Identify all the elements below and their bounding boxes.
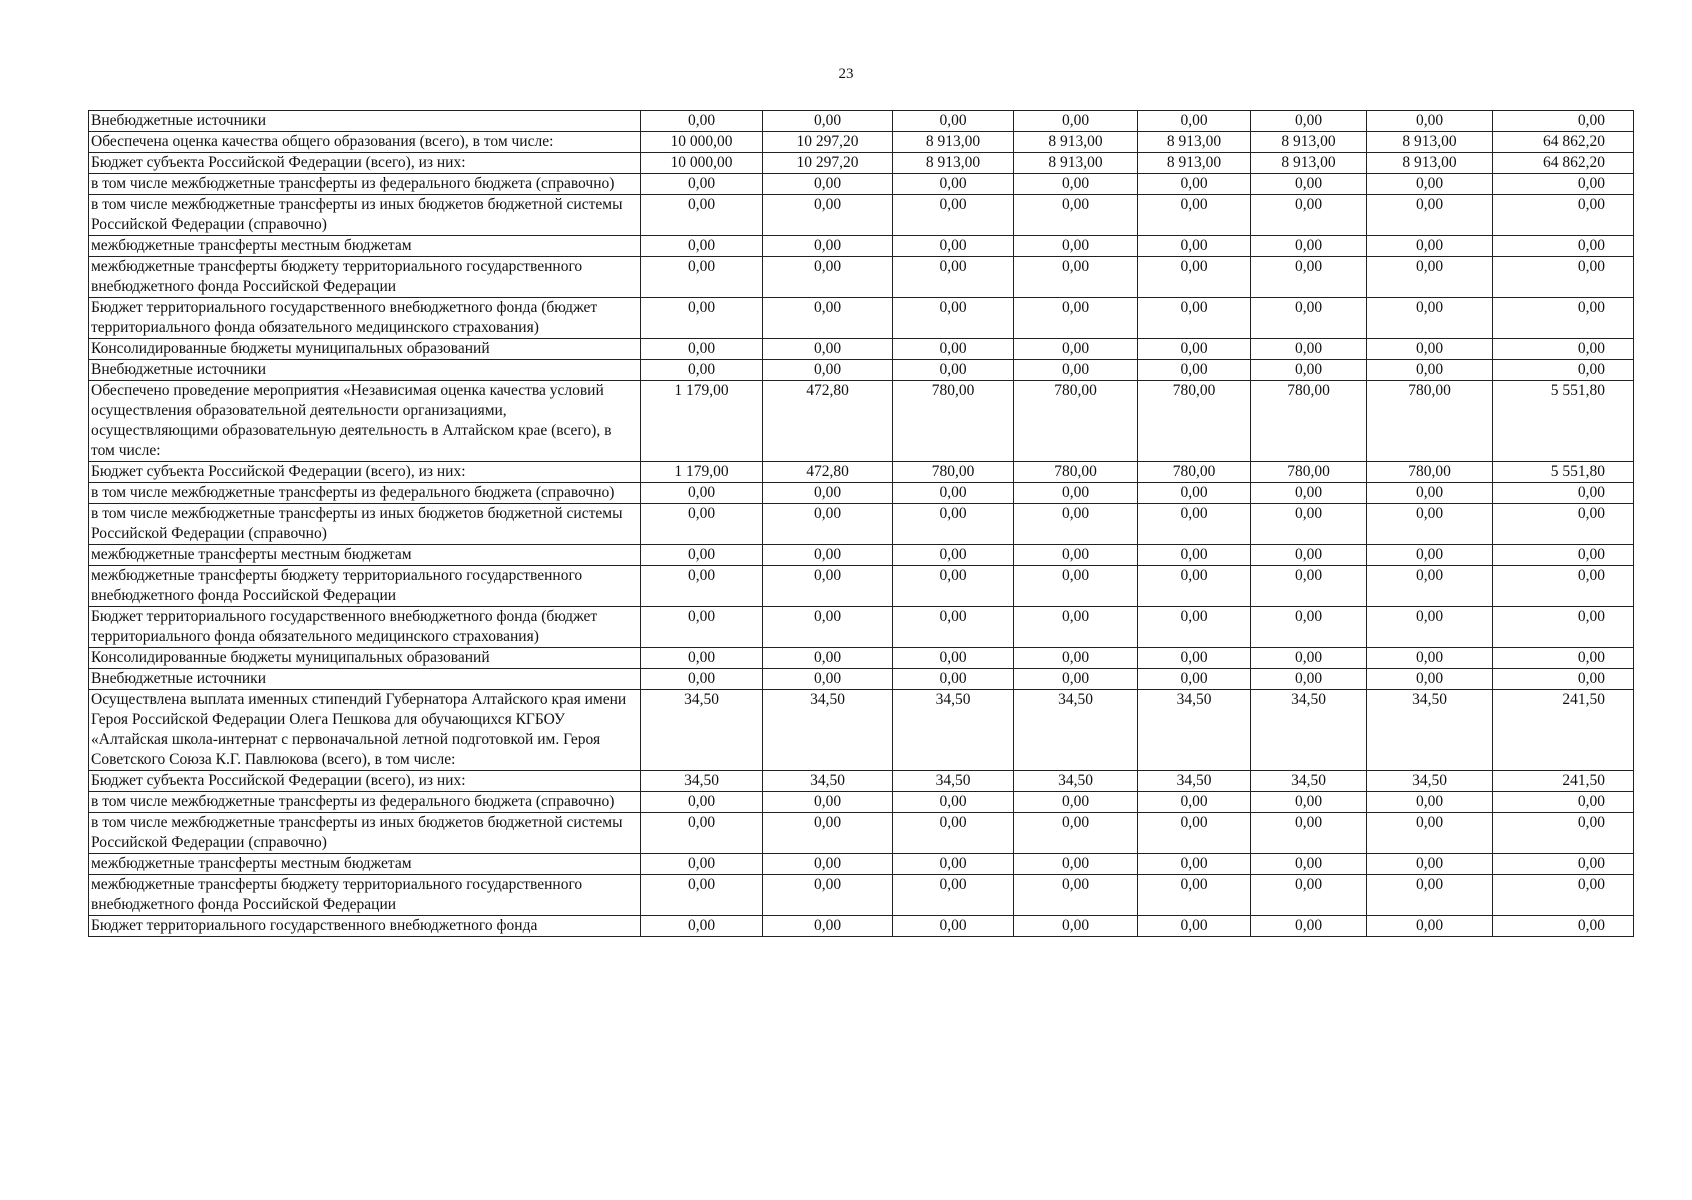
row-value: 0,00	[893, 174, 1014, 195]
row-value: 0,00	[1014, 174, 1138, 195]
row-label: в том числе межбюджетные трансферты из федерального бюджета (справочно)	[89, 483, 641, 504]
table-row	[89, 257, 1634, 298]
row-label: Внебюджетные источники	[89, 360, 641, 381]
row-value: 0,00	[1014, 792, 1138, 813]
row-value: 0,00	[1367, 360, 1493, 381]
row-value: 0,00	[1014, 648, 1138, 669]
row-value: 0,00	[1138, 607, 1251, 648]
row-label: в том числе межбюджетные трансферты из иных бюджетов бюджетной системы Российской Федерации (справочно)	[89, 504, 641, 545]
row-total-value: 0,00	[1493, 174, 1634, 195]
row-value: 0,00	[1138, 648, 1251, 669]
row-value: 34,50	[893, 771, 1014, 792]
row-value: 0,00	[1138, 360, 1251, 381]
row-total-value: 0,00	[1493, 339, 1634, 360]
row-value: 0,00	[1014, 916, 1138, 937]
row-value: 780,00	[1138, 462, 1251, 483]
row-value: 0,00	[1138, 504, 1251, 545]
row-value: 0,00	[1251, 360, 1367, 381]
row-total-value: 0,00	[1493, 813, 1634, 854]
row-total-value: 5 551,80	[1493, 462, 1634, 483]
row-value: 0,00	[641, 792, 763, 813]
row-label: межбюджетные трансферты местным бюджетам	[89, 236, 641, 257]
row-total-value: 0,00	[1493, 236, 1634, 257]
row-value: 0,00	[1014, 607, 1138, 648]
row-value: 0,00	[1251, 854, 1367, 875]
row-label: межбюджетные трансферты бюджету территориального государственного внебюджетного фонда Российской Федерации	[89, 566, 641, 607]
row-label: Бюджет территориального государственного внебюджетного фонда (бюджет территориального фонда обязательного медицинского страхования)	[89, 298, 641, 339]
row-value: 1 179,00	[641, 462, 763, 483]
row-value: 0,00	[1138, 339, 1251, 360]
row-value: 0,00	[1014, 504, 1138, 545]
row-value: 0,00	[893, 195, 1014, 236]
row-value: 0,00	[1251, 545, 1367, 566]
row-total-value: 0,00	[1493, 360, 1634, 381]
row-value: 0,00	[1367, 545, 1493, 566]
row-value: 0,00	[1014, 339, 1138, 360]
row-total-value: 0,00	[1493, 483, 1634, 504]
row-total-value: 0,00	[1493, 669, 1634, 690]
row-value: 0,00	[893, 360, 1014, 381]
row-value: 0,00	[1367, 792, 1493, 813]
table-row	[89, 483, 1634, 504]
table-row	[89, 236, 1634, 257]
row-value: 0,00	[1138, 792, 1251, 813]
row-label: Осуществлена выплата именных стипендий Губернатора Алтайского края имени Героя Российской Федерации Олега Пешкова для обучающихся КГБОУ «Алтайская школа-интернат с первоначальной летной подготовкой им. Героя Советского Союза К.Г. Павлюкова (всего), в том числе:	[89, 690, 641, 771]
row-label: Консолидированные бюджеты муниципальных образований	[89, 339, 641, 360]
row-total-value: 64 862,20	[1493, 153, 1634, 174]
row-value: 0,00	[1014, 236, 1138, 257]
row-label: в том числе межбюджетные трансферты из федерального бюджета (справочно)	[89, 792, 641, 813]
row-value: 10 000,00	[641, 132, 763, 153]
row-value: 780,00	[893, 462, 1014, 483]
row-value: 0,00	[893, 545, 1014, 566]
table-row	[89, 566, 1634, 607]
row-value: 0,00	[1251, 648, 1367, 669]
row-total-value: 0,00	[1493, 854, 1634, 875]
row-value: 0,00	[641, 298, 763, 339]
table-row	[89, 771, 1634, 792]
row-total-value: 0,00	[1493, 648, 1634, 669]
row-total-value: 64 862,20	[1493, 132, 1634, 153]
table-row	[89, 195, 1634, 236]
table-row	[89, 339, 1634, 360]
row-value: 0,00	[763, 111, 893, 132]
row-value: 0,00	[1138, 813, 1251, 854]
row-value: 34,50	[1251, 690, 1367, 771]
row-value: 0,00	[1367, 916, 1493, 937]
row-value: 0,00	[1138, 236, 1251, 257]
row-value: 0,00	[893, 792, 1014, 813]
budget-table	[88, 110, 1634, 937]
row-value: 0,00	[1367, 607, 1493, 648]
row-value: 0,00	[641, 566, 763, 607]
row-value: 0,00	[1251, 813, 1367, 854]
row-label: Бюджет субъекта Российской Федерации (всего), из них:	[89, 771, 641, 792]
row-value: 0,00	[893, 607, 1014, 648]
row-value: 0,00	[641, 545, 763, 566]
row-value: 0,00	[1138, 545, 1251, 566]
row-value: 780,00	[1014, 462, 1138, 483]
row-value: 8 913,00	[1251, 153, 1367, 174]
row-value: 34,50	[893, 690, 1014, 771]
table-row	[89, 298, 1634, 339]
row-value: 0,00	[1014, 545, 1138, 566]
row-label: в том числе межбюджетные трансферты из федерального бюджета (справочно)	[89, 174, 641, 195]
row-label: в том числе межбюджетные трансферты из иных бюджетов бюджетной системы Российской Федерации (справочно)	[89, 195, 641, 236]
row-value: 0,00	[1251, 504, 1367, 545]
row-total-value: 0,00	[1493, 875, 1634, 916]
row-value: 0,00	[1367, 195, 1493, 236]
row-value: 0,00	[641, 360, 763, 381]
row-value: 34,50	[1014, 771, 1138, 792]
row-value: 0,00	[1014, 669, 1138, 690]
row-value: 1 179,00	[641, 381, 763, 462]
row-value: 0,00	[763, 854, 893, 875]
row-value: 0,00	[1138, 195, 1251, 236]
row-value: 0,00	[763, 916, 893, 937]
row-value: 0,00	[893, 854, 1014, 875]
table-row	[89, 132, 1634, 153]
row-value: 34,50	[1251, 771, 1367, 792]
page-number: 23	[838, 66, 854, 82]
row-value: 0,00	[1251, 669, 1367, 690]
row-value: 780,00	[1138, 381, 1251, 462]
row-value: 780,00	[1014, 381, 1138, 462]
row-value: 34,50	[1367, 690, 1493, 771]
row-value: 0,00	[763, 792, 893, 813]
row-value: 0,00	[641, 648, 763, 669]
row-value: 0,00	[641, 236, 763, 257]
row-value: 0,00	[1251, 174, 1367, 195]
row-value: 0,00	[893, 648, 1014, 669]
row-value: 0,00	[893, 875, 1014, 916]
row-value: 0,00	[1367, 111, 1493, 132]
row-value: 780,00	[1251, 381, 1367, 462]
row-value: 0,00	[641, 111, 763, 132]
row-value: 0,00	[641, 257, 763, 298]
row-value: 0,00	[641, 669, 763, 690]
row-value: 0,00	[1251, 257, 1367, 298]
row-value: 34,50	[763, 771, 893, 792]
row-label: Обеспечено проведение мероприятия «Независимая оценка качества условий осуществления образовательной деятельности организациями, осуществляющими образовательную деятельность в Алтайском крае (всего), в том числе:	[89, 381, 641, 462]
row-value: 0,00	[1367, 875, 1493, 916]
row-label: Бюджет субъекта Российской Федерации (всего), из них:	[89, 153, 641, 174]
row-label: Бюджет субъекта Российской Федерации (всего), из них:	[89, 462, 641, 483]
row-value: 0,00	[1367, 298, 1493, 339]
row-value: 0,00	[1251, 236, 1367, 257]
row-label: Внебюджетные источники	[89, 111, 641, 132]
row-value: 8 913,00	[1014, 153, 1138, 174]
row-label: межбюджетные трансферты бюджету территориального государственного внебюджетного фонда Российской Федерации	[89, 875, 641, 916]
row-value: 0,00	[763, 813, 893, 854]
table-row	[89, 545, 1634, 566]
row-value: 0,00	[1138, 875, 1251, 916]
row-value: 0,00	[763, 669, 893, 690]
row-value: 0,00	[1367, 854, 1493, 875]
row-total-value: 5 551,80	[1493, 381, 1634, 462]
row-value: 780,00	[1367, 462, 1493, 483]
row-value: 0,00	[1251, 339, 1367, 360]
row-value: 0,00	[1014, 854, 1138, 875]
row-total-value: 0,00	[1493, 792, 1634, 813]
row-value: 0,00	[641, 483, 763, 504]
row-value: 0,00	[763, 607, 893, 648]
row-value: 0,00	[1251, 195, 1367, 236]
row-value: 34,50	[1138, 771, 1251, 792]
row-value: 472,80	[763, 381, 893, 462]
row-total-value: 0,00	[1493, 257, 1634, 298]
row-value: 0,00	[1251, 483, 1367, 504]
row-value: 0,00	[1014, 195, 1138, 236]
row-value: 8 913,00	[1138, 132, 1251, 153]
row-value: 0,00	[1138, 298, 1251, 339]
row-label: Обеспечена оценка качества общего образования (всего), в том числе:	[89, 132, 641, 153]
row-value: 8 913,00	[1367, 153, 1493, 174]
row-value: 0,00	[1014, 111, 1138, 132]
row-value: 0,00	[1367, 236, 1493, 257]
row-value: 0,00	[641, 875, 763, 916]
row-value: 0,00	[1251, 916, 1367, 937]
row-value: 0,00	[1251, 298, 1367, 339]
row-value: 0,00	[641, 813, 763, 854]
row-value: 0,00	[893, 916, 1014, 937]
table-row	[89, 792, 1634, 813]
row-value: 0,00	[1251, 111, 1367, 132]
row-value: 0,00	[1014, 813, 1138, 854]
row-value: 0,00	[1014, 360, 1138, 381]
row-value: 0,00	[1014, 298, 1138, 339]
row-value: 8 913,00	[1138, 153, 1251, 174]
row-value: 0,00	[763, 339, 893, 360]
row-value: 34,50	[641, 771, 763, 792]
row-value: 0,00	[1367, 504, 1493, 545]
row-value: 0,00	[763, 195, 893, 236]
row-value: 0,00	[763, 545, 893, 566]
row-label: межбюджетные трансферты местным бюджетам	[89, 854, 641, 875]
row-value: 0,00	[1138, 916, 1251, 937]
row-label: межбюджетные трансферты местным бюджетам	[89, 545, 641, 566]
row-value: 0,00	[893, 504, 1014, 545]
row-value: 0,00	[1367, 566, 1493, 607]
row-value: 0,00	[641, 504, 763, 545]
row-value: 0,00	[1014, 257, 1138, 298]
row-value: 0,00	[1367, 669, 1493, 690]
row-value: 34,50	[1367, 771, 1493, 792]
row-value: 8 913,00	[1251, 132, 1367, 153]
table-row	[89, 153, 1634, 174]
row-value: 0,00	[763, 257, 893, 298]
row-value: 0,00	[1367, 174, 1493, 195]
row-value: 0,00	[1251, 607, 1367, 648]
table-row	[89, 916, 1634, 937]
row-value: 0,00	[1251, 792, 1367, 813]
row-label: Бюджет территориального государственного внебюджетного фонда (бюджет территориального фонда обязательного медицинского страхования)	[89, 607, 641, 648]
table-row	[89, 381, 1634, 462]
row-total-value: 0,00	[1493, 298, 1634, 339]
row-value: 0,00	[641, 916, 763, 937]
row-value: 0,00	[1367, 257, 1493, 298]
row-value: 0,00	[763, 236, 893, 257]
row-value: 0,00	[893, 339, 1014, 360]
row-value: 0,00	[1138, 257, 1251, 298]
row-value: 780,00	[1367, 381, 1493, 462]
table-row	[89, 504, 1634, 545]
row-value: 8 913,00	[893, 132, 1014, 153]
row-total-value: 0,00	[1493, 545, 1634, 566]
row-value: 34,50	[763, 690, 893, 771]
row-value: 0,00	[763, 483, 893, 504]
row-value: 0,00	[1014, 566, 1138, 607]
row-value: 34,50	[641, 690, 763, 771]
row-value: 0,00	[1138, 669, 1251, 690]
table-row	[89, 669, 1634, 690]
table-row	[89, 174, 1634, 195]
row-label: Бюджет территориального государственного внебюджетного фонда	[89, 916, 641, 937]
row-value: 0,00	[763, 360, 893, 381]
row-value: 0,00	[1138, 111, 1251, 132]
row-value: 8 913,00	[1014, 132, 1138, 153]
row-total-value: 0,00	[1493, 504, 1634, 545]
row-value: 780,00	[893, 381, 1014, 462]
table-row	[89, 813, 1634, 854]
row-value: 10 297,20	[763, 132, 893, 153]
row-value: 0,00	[893, 813, 1014, 854]
table-row	[89, 607, 1634, 648]
row-value: 0,00	[1251, 875, 1367, 916]
row-value: 0,00	[763, 504, 893, 545]
table-row	[89, 854, 1634, 875]
row-value: 10 297,20	[763, 153, 893, 174]
row-value: 0,00	[641, 174, 763, 195]
row-value: 0,00	[641, 195, 763, 236]
row-value: 8 913,00	[893, 153, 1014, 174]
row-value: 0,00	[1367, 483, 1493, 504]
row-total-value: 0,00	[1493, 195, 1634, 236]
row-value: 0,00	[1138, 174, 1251, 195]
budget-table-body	[89, 111, 1634, 937]
table-row	[89, 648, 1634, 669]
row-value: 0,00	[763, 648, 893, 669]
row-value: 0,00	[1367, 648, 1493, 669]
row-label: в том числе межбюджетные трансферты из иных бюджетов бюджетной системы Российской Федерации (справочно)	[89, 813, 641, 854]
row-label: Внебюджетные источники	[89, 669, 641, 690]
row-value: 0,00	[893, 298, 1014, 339]
row-value: 0,00	[763, 174, 893, 195]
row-label: Консолидированные бюджеты муниципальных образований	[89, 648, 641, 669]
row-value: 0,00	[1367, 813, 1493, 854]
row-total-value: 0,00	[1493, 111, 1634, 132]
table-row	[89, 690, 1634, 771]
row-value: 0,00	[763, 875, 893, 916]
row-value: 10 000,00	[641, 153, 763, 174]
table-row	[89, 111, 1634, 132]
row-total-value: 0,00	[1493, 607, 1634, 648]
row-value: 0,00	[1251, 566, 1367, 607]
row-value: 472,80	[763, 462, 893, 483]
row-total-value: 241,50	[1493, 771, 1634, 792]
row-value: 0,00	[893, 257, 1014, 298]
row-value: 0,00	[763, 566, 893, 607]
row-value: 0,00	[641, 339, 763, 360]
row-value: 0,00	[893, 236, 1014, 257]
row-value: 8 913,00	[1367, 132, 1493, 153]
row-value: 0,00	[893, 111, 1014, 132]
table-row	[89, 360, 1634, 381]
row-value: 0,00	[893, 669, 1014, 690]
row-value: 0,00	[641, 854, 763, 875]
row-value: 780,00	[1251, 462, 1367, 483]
row-value: 0,00	[641, 607, 763, 648]
row-value: 0,00	[1367, 339, 1493, 360]
row-total-value: 241,50	[1493, 690, 1634, 771]
row-total-value: 0,00	[1493, 566, 1634, 607]
row-value: 0,00	[1014, 483, 1138, 504]
row-value: 0,00	[763, 298, 893, 339]
row-value: 34,50	[1014, 690, 1138, 771]
table-row	[89, 462, 1634, 483]
row-value: 34,50	[1138, 690, 1251, 771]
row-label: межбюджетные трансферты бюджету территориального государственного внебюджетного фонда Российской Федерации	[89, 257, 641, 298]
row-value: 0,00	[1138, 566, 1251, 607]
row-total-value: 0,00	[1493, 916, 1634, 937]
row-value: 0,00	[893, 483, 1014, 504]
row-value: 0,00	[1138, 854, 1251, 875]
row-value: 0,00	[1138, 483, 1251, 504]
row-value: 0,00	[893, 566, 1014, 607]
row-value: 0,00	[1014, 875, 1138, 916]
table-row	[89, 875, 1634, 916]
